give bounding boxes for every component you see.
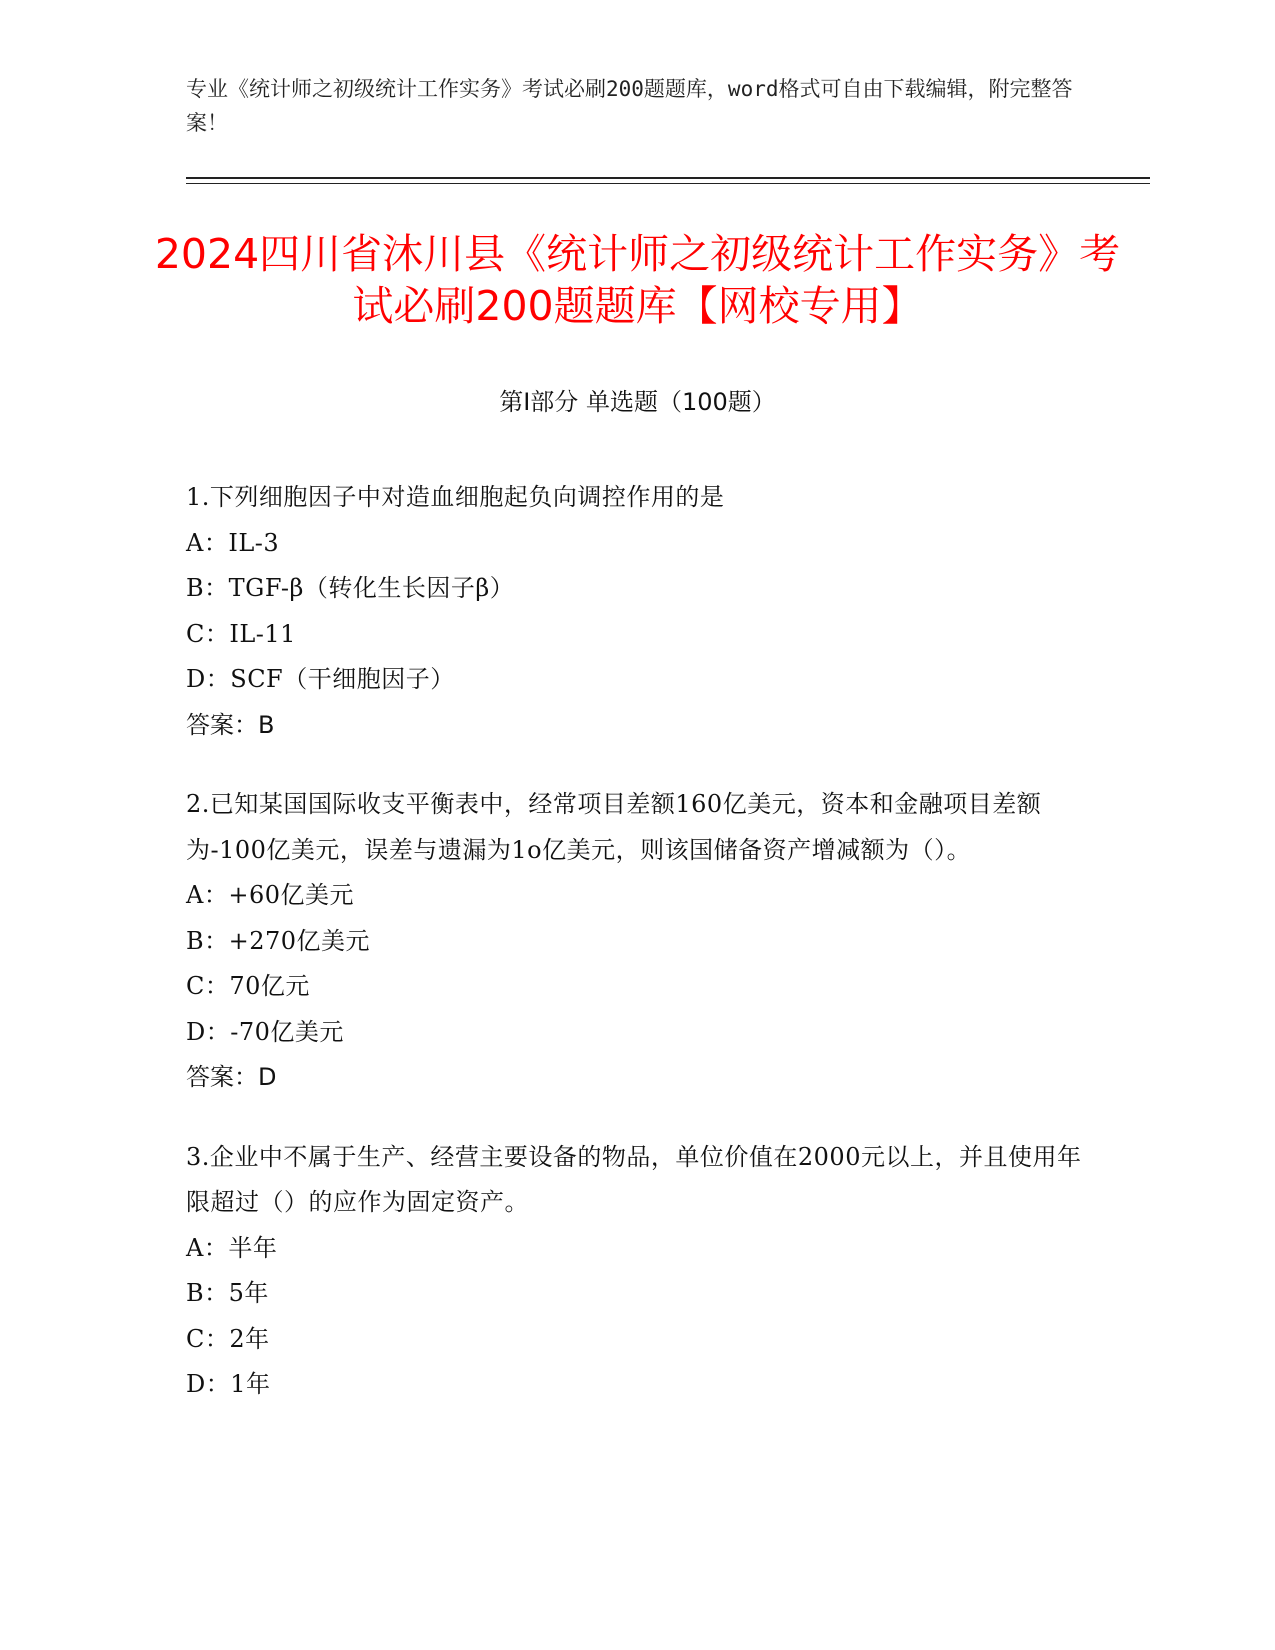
header-divider-thick [186,177,1150,179]
option-letter: D： [186,665,231,693]
option-text: IL-3 [228,528,280,557]
option-text: -70亿美元 [230,1017,344,1046]
option-letter: A： [186,1233,229,1262]
option-letter: C： [186,972,230,1000]
document-title: 2024四川省沐川县《统计师之初级统计工作实务》考试必刷200题题库【网校专用】 [154,230,1121,330]
option-text: IL-11 [229,619,296,648]
option-text: 5年 [228,1279,269,1307]
option-a [186,1226,1086,1272]
answer-line: 答案：D [186,1063,277,1091]
option-letter: C： [186,619,230,648]
option-letter: C： [186,1324,230,1353]
question-stem: 2.已知某国国际收支平衡表中，经常项目差额160亿美元，资本和金融项目差额为-100亿美元，误差与遗漏为1o亿美元，则该国储备资产增减额为（）。 [186,790,1042,864]
option-letter: A： [186,528,229,557]
option-d [186,1010,1086,1056]
header-divider-thin [186,183,1150,184]
option-b [186,919,1086,965]
question-item [186,475,1086,748]
header-note: 专业《统计师之初级统计工作实务》考试必刷200题题库，word格式可自由下载编辑，附完整答案！ [186,77,1073,135]
question-stem: 1.下列细胞因子中对造血细胞起负向调控作用的是 [186,483,725,511]
section-heading: 第I部分 单选题（100题） [499,388,776,416]
option-letter: D： [186,1017,231,1046]
option-b [186,1271,1086,1317]
option-c [186,612,1086,658]
option-text: +60亿美元 [228,881,354,909]
option-text: +270亿美元 [228,926,371,955]
option-b [186,566,1086,612]
option-letter: D： [186,1370,231,1398]
question-item [186,782,1086,1101]
option-c [186,964,1086,1010]
option-c [186,1317,1086,1363]
option-letter: B： [186,926,229,955]
option-a [186,521,1086,567]
option-letter: B： [186,574,229,602]
option-text: 1年 [230,1370,271,1398]
option-text: 半年 [228,1233,278,1262]
answer-line: 答案：B [186,710,275,739]
question-item [186,1135,1086,1408]
option-text: SCF（干细胞因子） [230,665,455,693]
option-text: TGF-β（转化生长因子β） [228,574,515,602]
option-d [186,1362,1086,1408]
option-letter: A： [186,881,229,909]
option-text: 2年 [229,1324,270,1353]
question-stem: 3.企业中不属于生产、经营主要设备的物品，单位价值在2000元以上，并且使用年限超过（）的应作为固定资产。 [186,1142,1082,1216]
option-a [186,873,1086,919]
option-text: 70亿元 [229,972,310,1000]
question-list [186,475,1086,1442]
option-letter: B： [186,1279,229,1307]
option-d [186,657,1086,703]
